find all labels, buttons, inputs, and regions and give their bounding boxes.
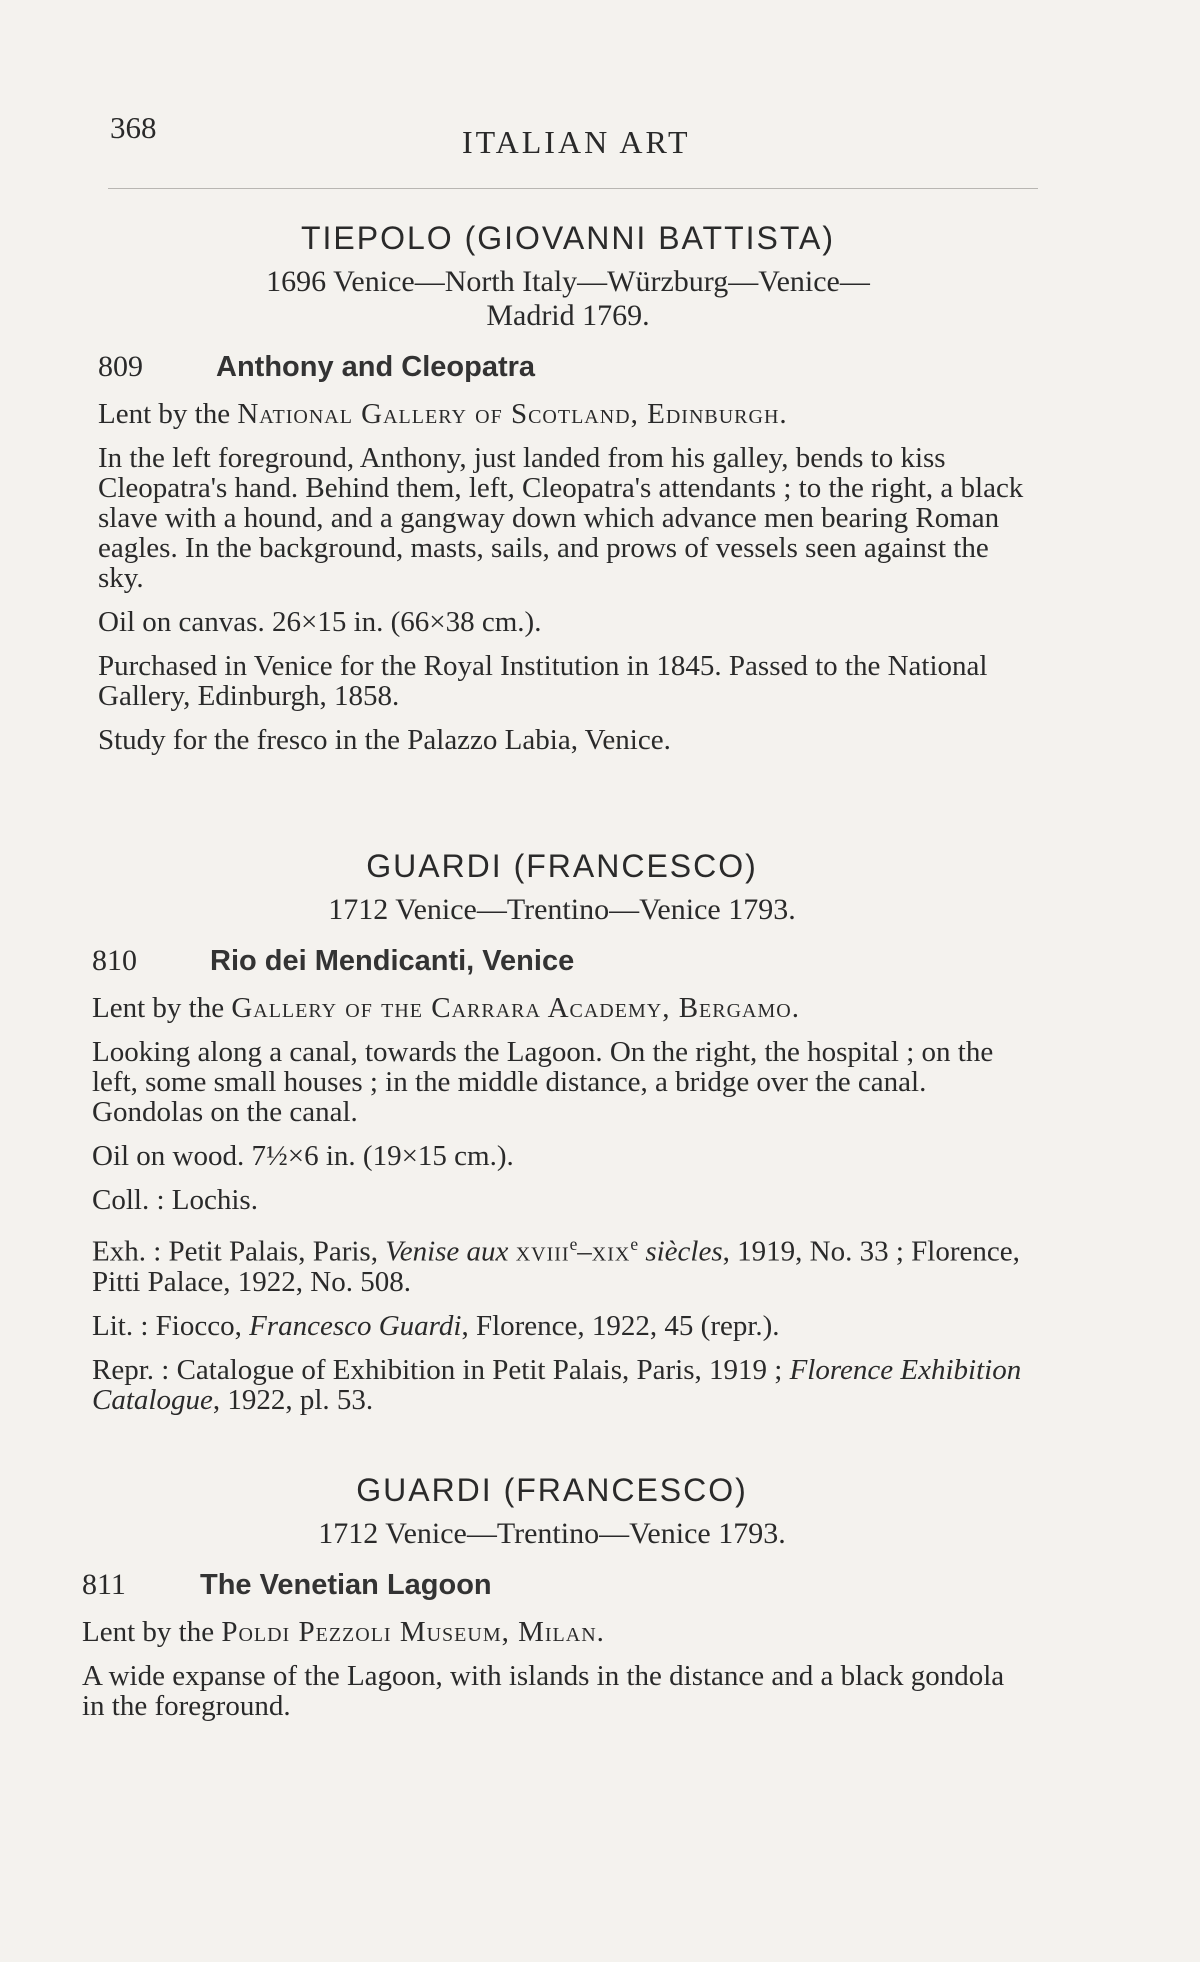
artist-life-line: Madrid 1769. <box>486 299 650 332</box>
work-exhibitions <box>92 1229 1032 1297</box>
work-note: Study for the fresco in the Palazzo Labia, Venice. <box>98 724 671 756</box>
artist-name: GUARDI (FRANCESCO) <box>356 1472 748 1508</box>
repr-rest: , 1922, pl. 53. <box>212 1383 374 1416</box>
artist-life-line: 1696 Venice—North Italy—Würzburg—Venice— <box>266 265 870 298</box>
work-literature <box>92 1311 1032 1341</box>
lender-prefix: Lent by the <box>98 398 238 430</box>
exh-rest: , 1919, No. 33 ; Florence, Pitti Palace, 1922, No. 508. <box>92 1235 1020 1298</box>
catalogue-number: 811 <box>82 1568 126 1601</box>
work-description: Looking along a canal, towards the Lagoon. On the right, the hospital ; on the left, some small houses ; in the middle distance, a bridge over the canal. Gondolas on the canal. <box>92 1036 994 1128</box>
artist-life-line: 1712 Venice—Trentino—Venice 1793. <box>328 893 796 926</box>
artist-life <box>92 893 1032 927</box>
header-rule <box>108 188 1038 189</box>
artist-name: TIEPOLO (GIOVANNI BATTISTA) <box>300 220 836 256</box>
lit-rest: , Florence, 1922, 45 (repr.). <box>461 1309 780 1342</box>
artist-life <box>82 1517 1022 1551</box>
lit-prefix: Lit. : Fiocco, <box>92 1309 250 1342</box>
work-medium: Oil on canvas. 26×15 in. (66×38 cm.). <box>98 606 542 638</box>
catalogue-number: 809 <box>98 350 143 383</box>
work-medium: Oil on wood. 7½×6 in. (19×15 cm.). <box>92 1140 514 1172</box>
work-title: The Venetian Lagoon <box>200 1569 492 1601</box>
work-collection: Coll. : Lochis. <box>92 1184 258 1216</box>
work-title: Rio dei Mendicanti, Venice <box>210 945 575 977</box>
lender-prefix: Lent by the <box>92 992 232 1024</box>
lender-prefix: Lent by the <box>82 1616 222 1648</box>
lit-title: Francesco Guardi <box>249 1309 462 1342</box>
repr-text: Repr. : Catalogue of Exhibition in Petit Palais, Paris, 1919 ; <box>92 1353 783 1386</box>
artist-life-line: 1712 Venice—Trentino—Venice 1793. <box>318 1517 786 1550</box>
work-reproductions <box>92 1355 1032 1415</box>
exh-dash: – <box>577 1235 592 1268</box>
exh-century-b: xix <box>591 1235 631 1268</box>
lender-name: National Gallery of Scotland, Edinburgh. <box>237 398 788 430</box>
lender-name: Poldi Pezzoli Museum, Milan. <box>221 1616 605 1648</box>
work-provenance: Purchased in Venice for the Royal Institution in 1845. Passed to the National Gallery, Edinburgh, 1858. <box>98 650 988 712</box>
work-title: Anthony and Cleopatra <box>216 351 536 383</box>
work-heading <box>98 349 1038 385</box>
exh-century-a: xviii <box>515 1235 570 1268</box>
exh-sup-a: e <box>569 1234 578 1254</box>
lender-name: Gallery of the Carrara Academy, Bergamo. <box>231 992 800 1024</box>
lender-line <box>98 399 1038 429</box>
lender-line <box>82 1617 1022 1647</box>
artist-name: GUARDI (FRANCESCO) <box>366 848 758 884</box>
catalogue-entry-809 <box>98 220 1038 755</box>
catalogue-number: 810 <box>92 944 137 977</box>
artist-life <box>98 265 1038 333</box>
exh-prefix: Exh. : Petit Palais, Paris, <box>92 1235 386 1268</box>
exh-sup-b: e <box>630 1234 639 1254</box>
repr-title: Florence Exhibition Catalogue <box>92 1353 1022 1416</box>
running-title: ITALIAN ART <box>462 124 691 160</box>
work-heading <box>82 1567 1022 1603</box>
catalogue-entry-811 <box>82 1472 1022 1721</box>
work-description: In the left foreground, Anthony, just landed from his galley, bends to kiss Cleopatra's hand. Behind them, left, Cleopatra's attendants ; to the right, a black slave with a hound, and a gangway down which advance men bearing Roman eagles. In the background, masts, sails, and prows of vessels seen against the sky. <box>98 442 1024 594</box>
page-number: 368 <box>110 110 157 145</box>
page-header <box>0 110 1200 170</box>
catalogue-entry-810 <box>92 848 1032 1415</box>
work-heading <box>92 943 1032 979</box>
work-description: A wide expanse of the Lagoon, with islands in the distance and a black gondola in the foreground. <box>82 1660 1005 1722</box>
exh-title-a: Venise aux <box>385 1235 509 1268</box>
lender-line <box>92 993 1032 1023</box>
exh-title-b: siècles <box>645 1235 723 1268</box>
